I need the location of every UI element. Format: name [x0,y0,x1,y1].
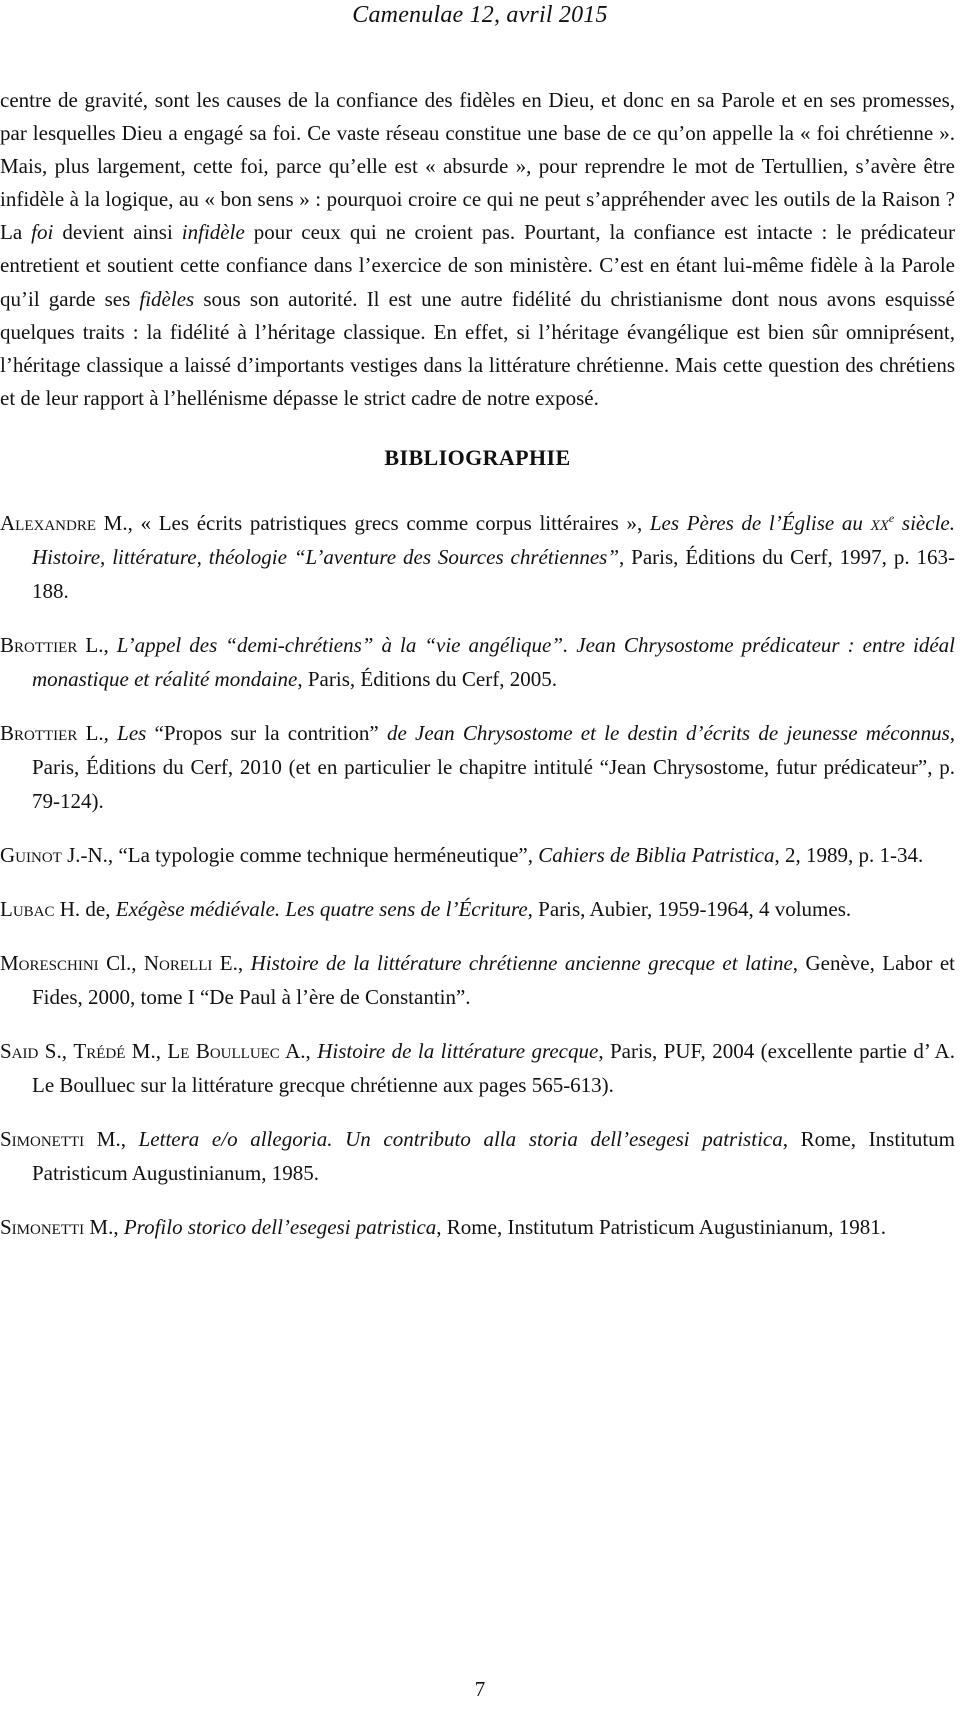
bibliography-entry [0,1210,955,1244]
author-name: Brottier [0,633,78,657]
bibliography-entry [0,506,955,608]
entry-text: , Paris, Éditions du Cerf, 1997, p. 163-188. [32,545,955,603]
text-run: pour ceux qui ne croient pas. Pourtant, la confiance est intacte : le prédicateur entretient et soutient cette confiance dans l’exercice de son ministère. C’est en étant lui-même fidèle à la Parole qu’il garde ses [0,220,955,311]
author-initials: M., [84,1127,139,1151]
entry-text: , Genève, Labor et Fides, 2000, tome I “De Paul à l’ère de Constantin”. [32,951,955,1009]
author-initials: E., [212,951,251,975]
author-initials: L., [77,633,117,657]
entry-title: Profilo storico dell’esegesi patristica [123,1215,437,1239]
author-initials: M., [125,1039,168,1063]
bibliography-entry [0,628,955,696]
century-numeral: xx [870,511,889,535]
entry-text: , Rome, Institutum Patristicum Augustinianum, 1985. [32,1127,955,1185]
bibliography-entry [0,892,955,926]
bibliography-entry [0,1122,955,1190]
entry-title: Les [117,721,147,745]
entry-title: Exégèse médiévale. Les quatre sens de l’Écriture [115,897,528,921]
entry-title: Histoire de la littérature chrétienne ancienne grecque et latine [250,951,793,975]
entry-text: , Paris, PUF, 2004 (excellente partie d’ A. Le Boulluec sur la littérature grecque chrétienne aux pages 565-613). [32,1039,955,1097]
entry-text: , Paris, Aubier, 1959-1964, 4 volumes. [527,897,852,921]
century-superscript: e [888,511,895,525]
author-initials: M., [96,511,141,535]
author-initials: A., [279,1039,318,1063]
author-name: Trédé [73,1039,126,1063]
entry-title: de Jean Chrysostome et le destin d’écrits de jeunesse méconnus [386,721,950,745]
bibliography-entry [0,1034,955,1102]
entry-title: Les Pères de l’Église au [649,511,871,535]
author-name: Alexandre [0,511,96,535]
author-name: Said [0,1039,39,1063]
bibliography-entry [0,946,955,1014]
author-name: Guinot [0,843,62,867]
bibliography-title: BIBLIOGRAPHIE [384,445,571,470]
text-run: devient ainsi [53,220,182,245]
entry-title: Histoire de la littérature grecque [317,1039,599,1063]
author-initials: S., [38,1039,74,1063]
entry-text: , 2, 1989, p. 1-34. [774,843,924,867]
author-name: Simonetti [0,1215,85,1239]
page-number: 7 [474,1677,486,1701]
entry-text: , Rome, Institutum Patristicum Augustinianum, 1981. [436,1215,887,1239]
bibliography-entry [0,838,955,872]
entry-title: siècle. Histoire, littérature, théologie “L’aventure des Sources chrétiennes” [32,511,955,569]
author-initials: H. de, [54,897,116,921]
emphasis-foi: foi [31,220,54,245]
author-name: Norelli [143,951,213,975]
entry-text: , Paris, Éditions du Cerf, 2005. [297,667,557,691]
text-run: centre de gravité, sont les causes de la confiance des fidèles en Dieu, et donc en sa Parole et en ses promesses, par lesquelles Dieu a engagé sa foi. Ce vaste réseau constitue une base de ce qu’on appelle la « foi chrétienne ». Mais, plus largement, cette foi, parce qu’elle est « absurde », pour reprendre le mot de Tertullien, s’avère être infidèle à la logique, au « bon sens » : pourquoi croire ce qui ne peut s’appréhender avec les outils de la Raison ? La [0,88,955,245]
entry-text: “La typologie comme technique herméneutique”, [118,843,539,867]
emphasis-fideles: fidèles [139,286,195,311]
entry-title: Lettera e/o allegoria. Un contributo alla storia dell’esegesi patristica [138,1127,783,1151]
emphasis-infidele: infidèle [181,220,245,245]
main-text [0,84,955,415]
author-name: Simonetti [0,1127,85,1151]
entry-title: L’appel des “demi-chrétiens” à la “vie angélique”. Jean Chrysostome prédicateur : entre idéal monastique et réalité mondaine [32,633,956,691]
author-initials: L., [77,721,118,745]
author-name: Le Boulluec [167,1039,280,1063]
entry-text: “Propos sur la contrition” [146,721,387,745]
author-name: Brottier [0,721,78,745]
text-run: sous son autorité. Il est une autre fidélité du christianisme dont nous avons esquissé quelques traits : la fidélité à l’héritage classique. En effet, si l’héritage évangélique est bien sûr omniprésent, l’héritage classique a laissé d’importants vestiges dans la littérature chrétienne. Mais cette question des chrétiens et de leur rapport à l’hellénisme dépasse le strict cadre de notre exposé. [0,286,955,410]
running-header: Camenulae 12, avril 2015 [352,2,608,28]
body-paragraph [0,84,955,415]
entry-text: « Les écrits patristiques grecs comme corpus littéraires », [140,511,650,535]
entry-text: , Paris, Éditions du Cerf, 2010 (et en particulier le chapitre intitulé “Jean Chrysostome, futur prédicateur”, p. 79-124). [32,721,955,813]
author-initials: Cl., [98,951,144,975]
bibliography-list [0,506,955,1264]
author-initials: M., [84,1215,124,1239]
author-initials: J.-N., [61,843,119,867]
bibliography-entry [0,716,955,818]
author-name: Moreschini [0,951,99,975]
author-name: Lubac [0,897,55,921]
entry-title: Cahiers de Biblia Patristica [538,843,775,867]
